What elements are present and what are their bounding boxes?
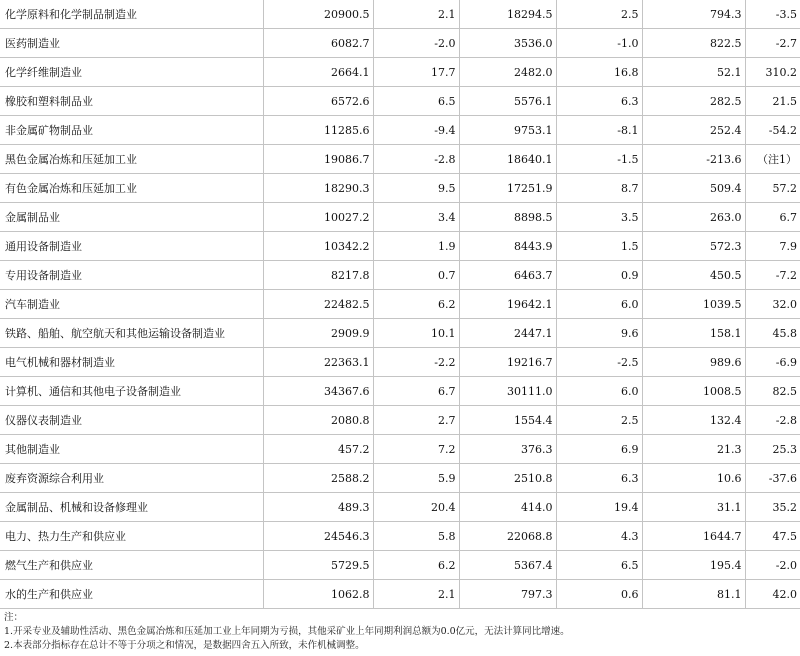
table-row (0, 29, 800, 58)
value-cell: 310.2 (745, 58, 800, 87)
industry-name-cell: 燃气生产和供应业 (0, 551, 263, 580)
value-cell: 6463.7 (459, 261, 556, 290)
value-cell: 7.2 (373, 435, 459, 464)
value-cell: 282.5 (642, 87, 745, 116)
value-cell: 822.5 (642, 29, 745, 58)
value-cell: 3.4 (373, 203, 459, 232)
table-row (0, 87, 800, 116)
industry-name-cell: 通用设备制造业 (0, 232, 263, 261)
value-cell: 1644.7 (642, 522, 745, 551)
industry-name-cell: 计算机、通信和其他电子设备制造业 (0, 377, 263, 406)
value-cell: 1062.8 (263, 580, 373, 609)
table-row (0, 464, 800, 493)
value-cell: 22363.1 (263, 348, 373, 377)
value-cell: 2664.1 (263, 58, 373, 87)
value-cell: 2.5 (556, 0, 642, 29)
value-cell: 18290.3 (263, 174, 373, 203)
industry-name-cell: 铁路、船舶、航空航天和其他运输设备制造业 (0, 319, 263, 348)
table-row (0, 348, 800, 377)
value-cell: -213.6 (642, 145, 745, 174)
value-cell: 34367.6 (263, 377, 373, 406)
value-cell: 2482.0 (459, 58, 556, 87)
industry-name-cell: 化学纤维制造业 (0, 58, 263, 87)
value-cell: -37.6 (745, 464, 800, 493)
table-row (0, 261, 800, 290)
value-cell: -8.1 (556, 116, 642, 145)
value-cell: 1008.5 (642, 377, 745, 406)
table-row (0, 116, 800, 145)
value-cell: 0.6 (556, 580, 642, 609)
value-cell: 195.4 (642, 551, 745, 580)
value-cell: 10.1 (373, 319, 459, 348)
industry-name-cell: 非金属矿物制品业 (0, 116, 263, 145)
value-cell: 0.7 (373, 261, 459, 290)
value-cell: 9.5 (373, 174, 459, 203)
value-cell: 2.7 (373, 406, 459, 435)
table-row (0, 406, 800, 435)
value-cell: 2909.9 (263, 319, 373, 348)
value-cell: 25.3 (745, 435, 800, 464)
value-cell: 17251.9 (459, 174, 556, 203)
value-cell: -2.2 (373, 348, 459, 377)
table-row (0, 58, 800, 87)
value-cell: 3.5 (556, 203, 642, 232)
industry-name-cell: 橡胶和塑料制品业 (0, 87, 263, 116)
value-cell: 6572.6 (263, 87, 373, 116)
value-cell: 376.3 (459, 435, 556, 464)
value-cell: 5.8 (373, 522, 459, 551)
value-cell: 32.0 (745, 290, 800, 319)
value-cell: -3.5 (745, 0, 800, 29)
value-cell: 24546.3 (263, 522, 373, 551)
table-row (0, 290, 800, 319)
value-cell: 6.0 (556, 377, 642, 406)
table-row (0, 232, 800, 261)
value-cell: 2510.8 (459, 464, 556, 493)
value-cell: 1554.4 (459, 406, 556, 435)
value-cell: 2588.2 (263, 464, 373, 493)
industry-name-cell: 其他制造业 (0, 435, 263, 464)
value-cell: 1039.5 (642, 290, 745, 319)
industry-name-cell: 医药制造业 (0, 29, 263, 58)
value-cell: 414.0 (459, 493, 556, 522)
value-cell: 81.1 (642, 580, 745, 609)
value-cell: 35.2 (745, 493, 800, 522)
value-cell: 1.5 (556, 232, 642, 261)
value-cell: 158.1 (642, 319, 745, 348)
value-cell: -2.0 (745, 551, 800, 580)
value-cell: 989.6 (642, 348, 745, 377)
value-cell: 2.1 (373, 0, 459, 29)
value-cell: 19216.7 (459, 348, 556, 377)
table-row (0, 435, 800, 464)
industry-name-cell: 专用设备制造业 (0, 261, 263, 290)
table-notes (4, 611, 800, 653)
value-cell: 2447.1 (459, 319, 556, 348)
value-cell: 132.4 (642, 406, 745, 435)
value-cell: 6.5 (556, 551, 642, 580)
value-cell: -2.5 (556, 348, 642, 377)
value-cell: 5.9 (373, 464, 459, 493)
value-cell: -54.2 (745, 116, 800, 145)
value-cell: 20900.5 (263, 0, 373, 29)
value-cell: 52.1 (642, 58, 745, 87)
value-cell: 252.4 (642, 116, 745, 145)
value-cell: 263.0 (642, 203, 745, 232)
value-cell: 509.4 (642, 174, 745, 203)
table-row (0, 319, 800, 348)
industry-name-cell: 有色金属冶炼和压延加工业 (0, 174, 263, 203)
value-cell: 10027.2 (263, 203, 373, 232)
value-cell: 2.5 (556, 406, 642, 435)
industry-name-cell: 金属制品业 (0, 203, 263, 232)
value-cell: 2080.8 (263, 406, 373, 435)
value-cell: 5576.1 (459, 87, 556, 116)
notes-heading: 注： (4, 612, 24, 623)
table-row (0, 174, 800, 203)
value-cell: 17.7 (373, 58, 459, 87)
value-cell: 5367.4 (459, 551, 556, 580)
value-cell: 457.2 (263, 435, 373, 464)
value-cell: 22482.5 (263, 290, 373, 319)
table-row (0, 203, 800, 232)
value-cell: 82.5 (745, 377, 800, 406)
value-cell: 6.5 (373, 87, 459, 116)
value-cell: 11285.6 (263, 116, 373, 145)
value-cell: 6.7 (745, 203, 800, 232)
value-cell: 0.9 (556, 261, 642, 290)
value-cell: -2.0 (373, 29, 459, 58)
value-cell: -2.8 (745, 406, 800, 435)
value-cell: 489.3 (263, 493, 373, 522)
value-cell: 794.3 (642, 0, 745, 29)
value-cell: 3536.0 (459, 29, 556, 58)
value-cell: 6.7 (373, 377, 459, 406)
table-row (0, 145, 800, 174)
value-cell: 4.3 (556, 522, 642, 551)
value-cell: 19.4 (556, 493, 642, 522)
value-cell: 18640.1 (459, 145, 556, 174)
note-2: 2.本表部分指标存在总计不等于分项之和情况，是数据四舍五入所致，未作机械调整。 (4, 640, 365, 651)
table-row (0, 551, 800, 580)
value-cell: 45.8 (745, 319, 800, 348)
value-cell: 9.6 (556, 319, 642, 348)
value-cell: 6082.7 (263, 29, 373, 58)
value-cell: 18294.5 (459, 0, 556, 29)
value-cell: 8217.8 (263, 261, 373, 290)
value-cell: 5729.5 (263, 551, 373, 580)
value-cell: 797.3 (459, 580, 556, 609)
value-cell: -7.2 (745, 261, 800, 290)
value-cell: -9.4 (373, 116, 459, 145)
table-row (0, 377, 800, 406)
industry-name-cell: 废弃资源综合利用业 (0, 464, 263, 493)
value-cell: 19086.7 (263, 145, 373, 174)
value-cell: 16.8 (556, 58, 642, 87)
value-cell: -2.8 (373, 145, 459, 174)
value-cell: -1.0 (556, 29, 642, 58)
value-cell: 6.0 (556, 290, 642, 319)
value-cell: -1.5 (556, 145, 642, 174)
value-cell: -2.7 (745, 29, 800, 58)
value-cell: 20.4 (373, 493, 459, 522)
value-cell: 7.9 (745, 232, 800, 261)
industry-name-cell: 汽车制造业 (0, 290, 263, 319)
table-row (0, 580, 800, 609)
value-cell: 42.0 (745, 580, 800, 609)
value-cell: -6.9 (745, 348, 800, 377)
value-cell: 6.2 (373, 551, 459, 580)
value-cell: 21.5 (745, 87, 800, 116)
industry-name-cell: 黑色金属冶炼和压延加工业 (0, 145, 263, 174)
table-row (0, 493, 800, 522)
value-cell: 572.3 (642, 232, 745, 261)
table-row (0, 0, 800, 29)
note-1: 1.开采专业及辅助性活动、黑色金属冶炼和压延加工业上年同期为亏损，其他采矿业上年同期利润总额为0.0亿元，无法计算同比增速。 (4, 626, 570, 637)
value-cell: 22068.8 (459, 522, 556, 551)
value-cell: 10.6 (642, 464, 745, 493)
value-cell: 8.7 (556, 174, 642, 203)
value-cell: 6.9 (556, 435, 642, 464)
value-cell: 19642.1 (459, 290, 556, 319)
value-cell: （注1） (745, 145, 800, 174)
industry-name-cell: 金属制品、机械和设备修理业 (0, 493, 263, 522)
industry-name-cell: 电气机械和器材制造业 (0, 348, 263, 377)
value-cell: 21.3 (642, 435, 745, 464)
industry-name-cell: 电力、热力生产和供应业 (0, 522, 263, 551)
industry-name-cell: 水的生产和供应业 (0, 580, 263, 609)
value-cell: 10342.2 (263, 232, 373, 261)
value-cell: 30111.0 (459, 377, 556, 406)
value-cell: 6.2 (373, 290, 459, 319)
value-cell: 9753.1 (459, 116, 556, 145)
value-cell: 8443.9 (459, 232, 556, 261)
value-cell: 1.9 (373, 232, 459, 261)
value-cell: 47.5 (745, 522, 800, 551)
value-cell: 6.3 (556, 464, 642, 493)
value-cell: 2.1 (373, 580, 459, 609)
value-cell: 31.1 (642, 493, 745, 522)
value-cell: 8898.5 (459, 203, 556, 232)
industry-name-cell: 化学原料和化学制品制造业 (0, 0, 263, 29)
value-cell: 57.2 (745, 174, 800, 203)
industry-name-cell: 仪器仪表制造业 (0, 406, 263, 435)
value-cell: 6.3 (556, 87, 642, 116)
value-cell: 450.5 (642, 261, 745, 290)
table-row (0, 522, 800, 551)
